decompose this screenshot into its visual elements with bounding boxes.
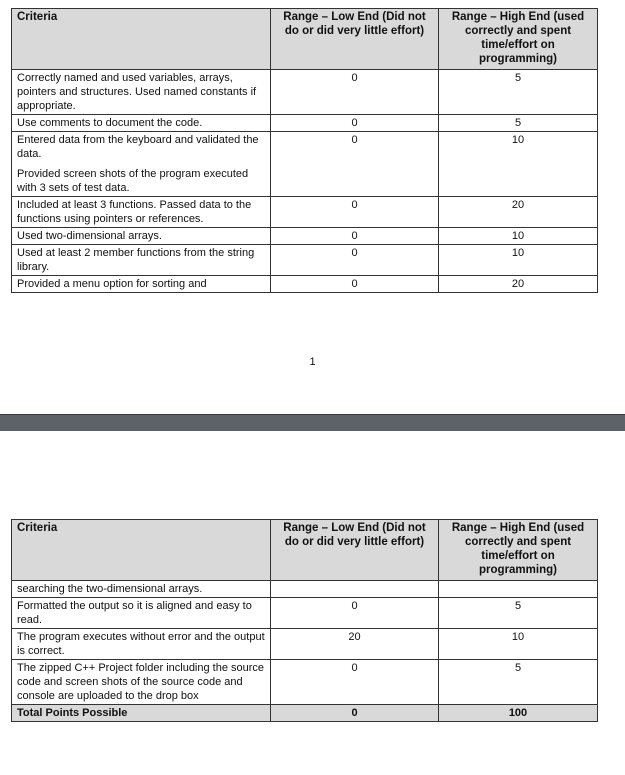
criteria-cell: [12, 132, 271, 197]
table-row: [12, 132, 598, 197]
low-score: 0: [351, 199, 358, 211]
high-score: 10: [511, 134, 525, 146]
high-score-cell: [439, 197, 598, 228]
criteria-cell: [12, 70, 271, 115]
high-range-header: Range – High End (used correctly and spent time/effort on programming): [439, 520, 598, 581]
table-row: [12, 581, 598, 598]
low-range-header: Range – Low End (Did not do or did very little effort): [271, 9, 439, 70]
table-row: [12, 276, 598, 293]
criteria-text: Use comments to document the code.: [17, 117, 203, 129]
total-low: 0: [271, 705, 439, 722]
criteria-header: Criteria: [12, 520, 271, 581]
criteria-text: Entered data from the keyboard and validated the data.: [17, 134, 259, 160]
low-score: 0: [351, 134, 358, 146]
low-score: 0: [351, 662, 358, 674]
high-score: 20: [511, 199, 525, 211]
rubric-table-page-2: [11, 519, 598, 722]
criteria-text: The zipped C++ Project folder including the source code and screen shots of the source code and console are uploaded to the drop box: [17, 662, 265, 702]
table-row: [12, 245, 598, 276]
low-score-cell: [271, 660, 439, 705]
low-score: 0: [351, 230, 358, 242]
high-score-cell: [439, 245, 598, 276]
low-score: 0: [351, 247, 358, 259]
low-score-cell: [271, 70, 439, 115]
high-range-header: Range – High End (used correctly and spent time/effort on programming): [439, 9, 598, 70]
table-row: [12, 660, 598, 705]
high-score-cell: [439, 629, 598, 660]
low-score-cell: [271, 629, 439, 660]
table-header-row: [12, 520, 598, 581]
table-header-row: [12, 9, 598, 70]
page-number: 1: [309, 356, 316, 368]
criteria-cell: [12, 598, 271, 629]
table-row: [12, 228, 598, 245]
high-score: 10: [511, 230, 525, 242]
high-score: 20: [511, 278, 525, 290]
high-score: 5: [514, 600, 522, 612]
criteria-text: Used at least 2 member functions from the string library.: [17, 247, 255, 273]
criteria-cell: [12, 228, 271, 245]
high-score: 5: [514, 662, 522, 674]
low-score: 0: [351, 72, 358, 84]
high-score-cell: [439, 132, 598, 197]
high-score-cell: [439, 598, 598, 629]
high-score-cell: [439, 276, 598, 293]
low-score-cell: [271, 197, 439, 228]
page-break-divider: [0, 414, 625, 431]
total-high: 100: [439, 705, 598, 722]
table-row: [12, 115, 598, 132]
criteria-header: Criteria: [12, 9, 271, 70]
high-score-cell: [439, 70, 598, 115]
high-score-cell: [439, 581, 598, 598]
low-score: 0: [351, 600, 358, 612]
low-score-cell: [271, 598, 439, 629]
high-score-cell: [439, 228, 598, 245]
total-label: Total Points Possible: [12, 705, 271, 722]
high-score: 10: [511, 631, 525, 643]
low-score: 0: [351, 278, 358, 290]
criteria-text: Included at least 3 functions. Passed data to the functions using pointers or references.: [17, 199, 252, 225]
criteria-text: Used two-dimensional arrays.: [17, 230, 162, 242]
table-row: [12, 629, 598, 660]
low-score-cell: [271, 228, 439, 245]
low-range-header: Range – Low End (Did not do or did very little effort): [271, 520, 439, 581]
criteria-cell: [12, 276, 271, 293]
criteria-text: Provided a menu option for sorting and: [17, 278, 207, 290]
low-score-cell: [271, 581, 439, 598]
low-score: 20: [348, 631, 361, 643]
table-row: [12, 598, 598, 629]
low-score-cell: [271, 276, 439, 293]
criteria-text: Provided screen shots of the program executed with 3 sets of test data.: [17, 168, 249, 194]
rubric-table-page-1: [11, 8, 598, 293]
criteria-cell: [12, 660, 271, 705]
criteria-text: Correctly named and used variables, arrays, pointers and structures. Used named constants if appropriate.: [17, 72, 257, 112]
criteria-cell: [12, 245, 271, 276]
table-row: [12, 197, 598, 228]
criteria-cell: [12, 581, 271, 598]
high-score-cell: [439, 660, 598, 705]
criteria-cell: [12, 629, 271, 660]
high-score-cell: [439, 115, 598, 132]
low-score-cell: [271, 245, 439, 276]
criteria-text: The program executes without error and the output is correct.: [17, 631, 265, 657]
low-score: 0: [351, 117, 358, 129]
high-score: 5: [514, 117, 522, 129]
criteria-cell: [12, 115, 271, 132]
high-score: 5: [514, 72, 522, 84]
low-score-cell: [271, 132, 439, 197]
criteria-text: Formatted the output so it is aligned and easy to read.: [17, 600, 252, 626]
table-row: [12, 70, 598, 115]
low-score-cell: [271, 115, 439, 132]
criteria-text: searching the two-dimensional arrays.: [17, 583, 203, 595]
high-score: 10: [511, 247, 525, 259]
criteria-cell: [12, 197, 271, 228]
total-row: [12, 705, 598, 722]
